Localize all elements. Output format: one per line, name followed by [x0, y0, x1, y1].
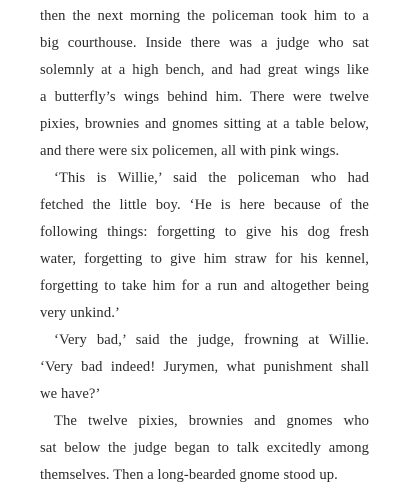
text-line: The twelve pixies, brownies and gnomes who — [54, 413, 369, 429]
text-line: then the next morning the policeman took him to a — [40, 8, 369, 24]
text-line: following things: forgetting to give his dog fresh — [40, 224, 369, 240]
text-line: very unkind.’ — [40, 305, 120, 321]
text-line: forgetting to take him for a run and altogether being — [40, 278, 369, 294]
text-line: a butterfly’s wings behind him. There were twelve — [40, 89, 369, 105]
text-line: pixies, brownies and gnomes sitting at a table below, — [40, 116, 369, 132]
text-line: we have?’ — [40, 386, 101, 402]
page-text — [40, 3, 369, 489]
text-line: big courthouse. Inside there was a judge who sat — [40, 35, 369, 51]
text-line: water, forgetting to give him straw for his kennel, — [40, 251, 369, 267]
text-line: ‘Very bad,’ said the judge, frowning at Willie. — [54, 332, 369, 348]
text-line: fetched the little boy. ‘He is here because of the — [40, 197, 369, 213]
text-line: ‘Very bad indeed! Jurymen, what punishment shall — [40, 359, 369, 375]
text-line: ‘This is Willie,’ said the policeman who had — [54, 170, 369, 186]
text-line: themselves. Then a long-bearded gnome stood up. — [40, 467, 338, 483]
text-line: sat below the judge began to talk excitedly among — [40, 440, 369, 456]
text-line: and there were six policemen, all with pink wings. — [40, 143, 340, 159]
text-line: solemnly at a high bench, and had great wings like — [40, 62, 369, 78]
